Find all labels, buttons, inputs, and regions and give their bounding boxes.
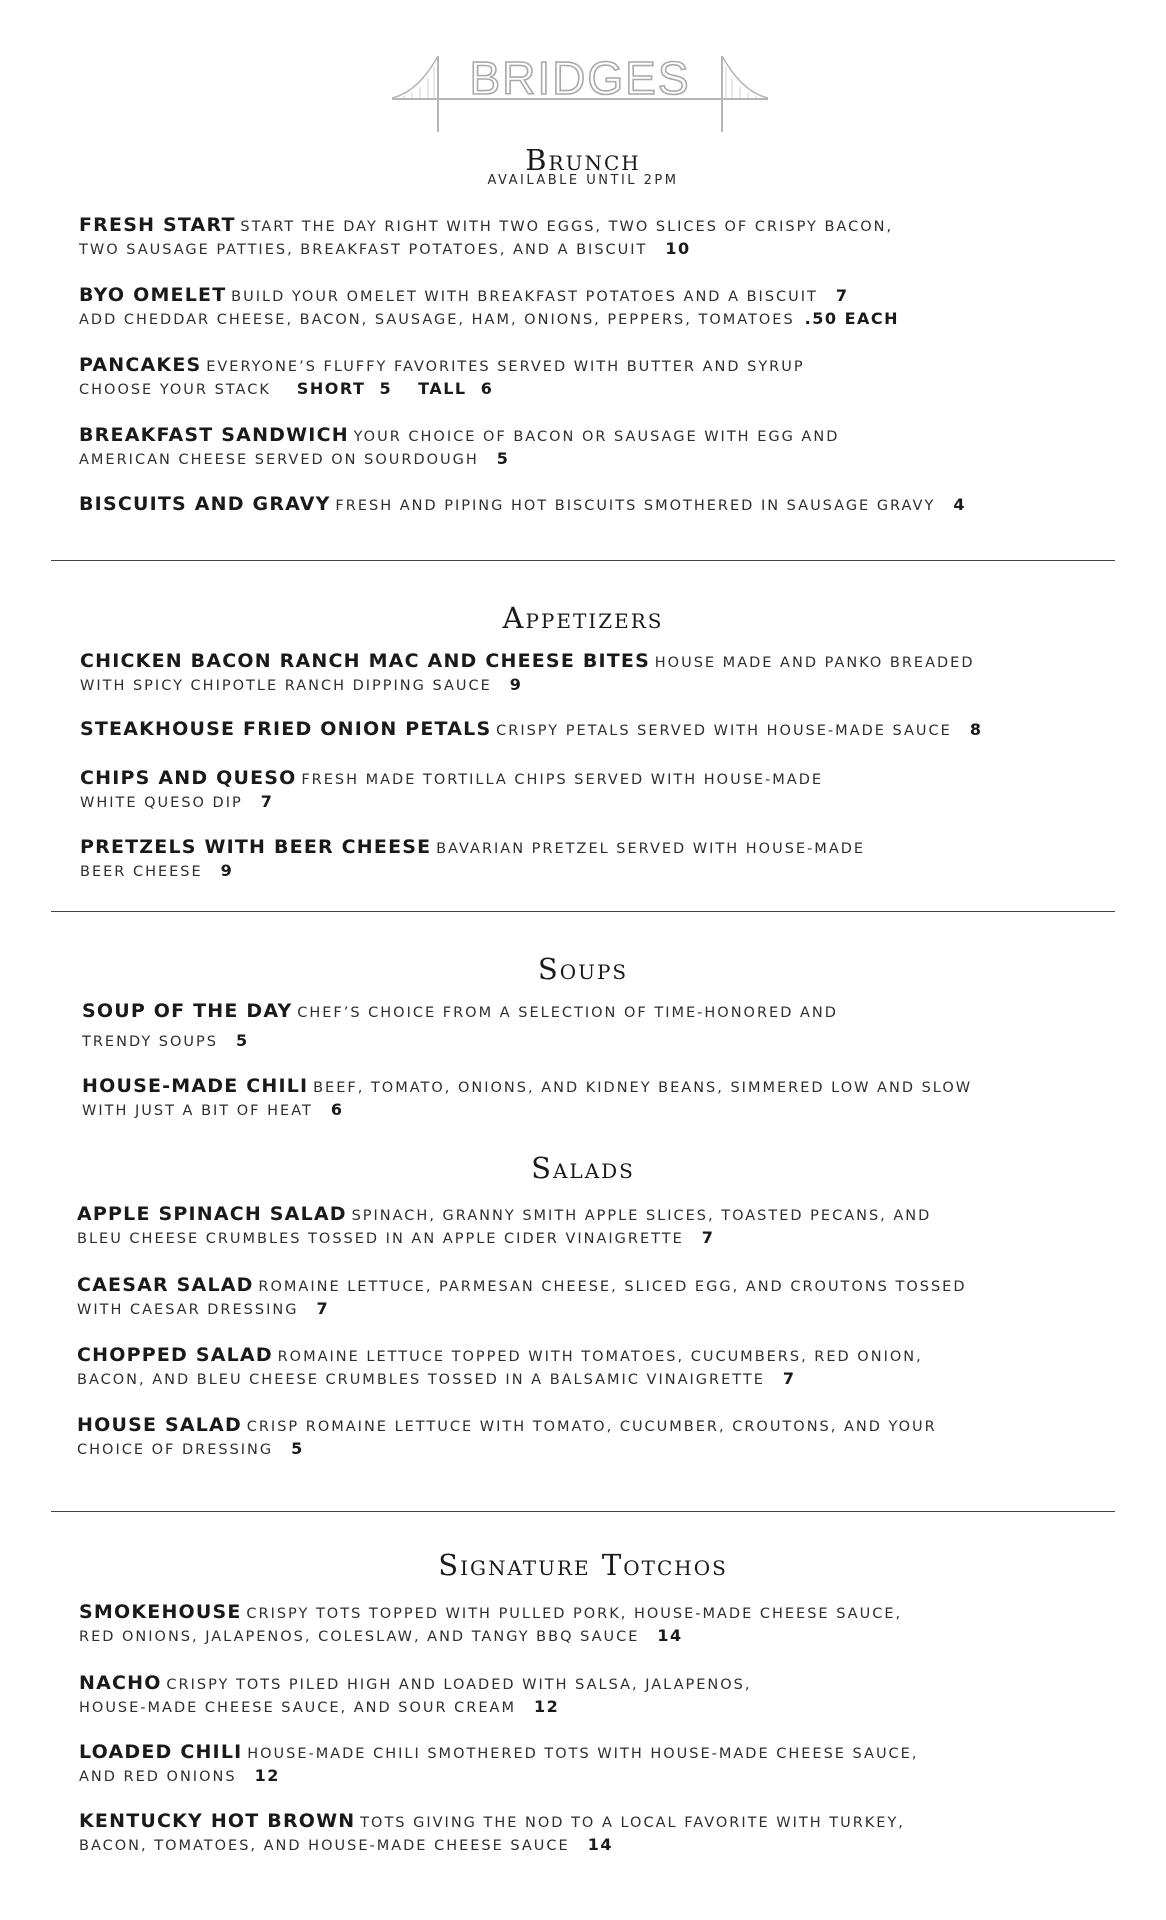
section-divider xyxy=(51,1511,1115,1512)
item-desc: FRESH AND PIPING HOT BISCUITS SMOTHERED IN SAUSAGE GRAVY xyxy=(335,498,936,514)
item-desc: BUILD YOUR OMELET WITH BREAKFAST POTATOES AND A BISCUIT xyxy=(231,289,818,305)
item-desc: SPINACH, GRANNY SMITH APPLE SLICES, TOASTED PECANS, AND xyxy=(351,1208,932,1224)
item-price: 7 xyxy=(701,1228,715,1247)
item-desc: BEER CHEESE xyxy=(80,864,203,880)
section-subtitle-brunch: AVAILABLE UNTIL 2PM xyxy=(487,173,679,188)
item-desc: YOUR CHOICE OF BACON OR SAUSAGE WITH EGG AND xyxy=(353,429,840,445)
section-divider xyxy=(51,911,1115,912)
item-desc: CRISPY PETALS SERVED WITH HOUSE-MADE SAUCE xyxy=(496,723,952,739)
item-price: 12 xyxy=(254,1766,280,1785)
item-desc: CHOOSE YOUR STACK xyxy=(79,382,271,398)
item-name: CHOPPED SALAD xyxy=(77,1344,273,1366)
item-name: KENTUCKY HOT BROWN xyxy=(79,1810,356,1832)
item-desc: BAVARIAN PRETZEL SERVED WITH HOUSE-MADE xyxy=(436,841,866,857)
item-name: HOUSE-MADE CHILI xyxy=(82,1075,309,1097)
item-desc: BLEU CHEESE CRUMBLES TOSSED IN AN APPLE CIDER VINAIGRETTE xyxy=(77,1231,684,1247)
item-price: 7 xyxy=(782,1369,796,1388)
item-name: CAESAR SALAD xyxy=(77,1274,254,1296)
item-desc: TWO SAUSAGE PATTIES, BREAKFAST POTATOES, AND A BISCUIT xyxy=(79,242,648,258)
item-price: 5 xyxy=(235,1031,249,1050)
item-desc: FRESH MADE TORTILLA CHIPS SERVED WITH HOUSE-MADE xyxy=(301,772,824,788)
item-desc: TRENDY SOUPS xyxy=(82,1034,218,1050)
item-price: 7 xyxy=(316,1299,330,1318)
item-desc: AMERICAN CHEESE SERVED ON SOURDOUGH xyxy=(79,452,479,468)
menu-item-kentucky-hot-brown xyxy=(79,1810,1139,1857)
section-title-soups: Soups xyxy=(537,952,629,986)
item-name: CHICKEN BACON RANCH MAC AND CHEESE BITES xyxy=(80,650,650,672)
item-desc: HOUSE-MADE CHEESE SAUCE, AND SOUR CREAM xyxy=(79,1700,516,1716)
item-desc: ROMAINE LETTUCE, PARMESAN CHEESE, SLICED EGG, AND CROUTONS TOSSED xyxy=(258,1279,967,1295)
item-price: 12 xyxy=(533,1697,560,1716)
menu-item-byo-omelet xyxy=(79,284,1139,331)
item-option-short: SHORT 5 xyxy=(296,379,393,398)
item-desc: CHEF’S CHOICE FROM A SELECTION OF TIME-HONORED AND xyxy=(297,1005,838,1021)
item-name: LOADED CHILI xyxy=(79,1741,243,1763)
item-name: HOUSE SALAD xyxy=(77,1414,242,1436)
item-desc: CHOICE OF DRESSING xyxy=(77,1442,274,1458)
item-name: PRETZELS WITH BEER CHEESE xyxy=(80,836,432,858)
menu-item-pretzels xyxy=(80,836,1140,883)
item-desc: HOUSE MADE AND PANKO BREADED xyxy=(654,655,975,671)
item-price: 9 xyxy=(509,675,523,694)
item-desc: ADD CHEDDAR CHEESE, BACON, SAUSAGE, HAM, ONIONS, PEPPERS, TOMATOES xyxy=(79,312,795,328)
item-desc: BACON, AND BLEU CHEESE CRUMBLES TOSSED IN A BALSAMIC VINAIGRETTE xyxy=(77,1372,765,1388)
menu-item-nacho xyxy=(79,1672,1139,1719)
item-price: 14 xyxy=(587,1835,613,1854)
item-desc: AND RED ONIONS xyxy=(79,1769,237,1785)
item-name: BREAKFAST SANDWICH xyxy=(79,424,349,446)
item-name: APPLE SPINACH SALAD xyxy=(77,1203,347,1225)
item-option-tall: TALL 6 xyxy=(418,379,494,398)
item-name: NACHO xyxy=(79,1672,162,1694)
menu-item-loaded-chili xyxy=(79,1741,1139,1788)
item-price: 10 xyxy=(665,239,691,258)
item-desc: CRISP ROMAINE LETTUCE WITH TOMATO, CUCUMBER, CROUTONS, AND YOUR xyxy=(246,1419,937,1435)
item-desc: RED ONIONS, JALAPENOS, COLESLAW, AND TANGY BBQ SAUCE xyxy=(79,1629,640,1645)
menu-item-apple-spinach-salad xyxy=(77,1203,1137,1250)
section-title-brunch: Brunch xyxy=(525,143,641,177)
item-price: 9 xyxy=(220,861,234,880)
item-name: BYO OMELET xyxy=(79,284,227,306)
menu-item-biscuits-and-gravy xyxy=(79,493,1139,517)
menu-item-mac-and-cheese-bites xyxy=(80,650,1140,697)
item-name: BISCUITS AND GRAVY xyxy=(79,493,331,515)
item-desc: HOUSE-MADE CHILI SMOTHERED TOTS WITH HOUSE-MADE CHEESE SAUCE, xyxy=(247,1746,919,1762)
menu-item-breakfast-sandwich xyxy=(79,424,1139,471)
item-name: STEAKHOUSE FRIED ONION PETALS xyxy=(80,718,492,740)
logo-text: BRIDGES xyxy=(469,52,691,104)
section-title-salads: Salads xyxy=(531,1151,635,1185)
item-price: 5 xyxy=(496,449,510,468)
menu-item-pancakes xyxy=(79,354,1139,401)
section-divider xyxy=(51,560,1115,561)
item-desc: ROMAINE LETTUCE TOPPED WITH TOMATOES, CUCUMBERS, RED ONION, xyxy=(277,1349,923,1365)
section-title-totchos: Signature Totchos xyxy=(438,1548,728,1582)
item-desc: START THE DAY RIGHT WITH TWO EGGS, TWO SLICES OF CRISPY BACON, xyxy=(240,219,894,235)
item-name: FRESH START xyxy=(79,214,236,236)
item-name: SOUP OF THE DAY xyxy=(82,1000,293,1022)
menu-item-house-salad xyxy=(77,1414,1137,1461)
menu-item-house-made-chili xyxy=(82,1075,1142,1122)
item-price: 7 xyxy=(835,286,849,305)
menu-item-soup-of-the-day xyxy=(82,1000,1142,1053)
item-desc: WITH JUST A BIT OF HEAT xyxy=(82,1103,313,1119)
menu-item-fresh-start xyxy=(79,214,1139,261)
item-desc: CRISPY TOTS PILED HIGH AND LOADED WITH SALSA, JALAPENOS, xyxy=(166,1677,752,1693)
item-desc: BEEF, TOMATO, ONIONS, AND KIDNEY BEANS, SIMMERED LOW AND SLOW xyxy=(313,1080,973,1096)
menu-item-onion-petals xyxy=(80,718,1140,742)
item-desc: WITH SPICY CHIPOTLE RANCH DIPPING SAUCE xyxy=(80,678,492,694)
item-desc: EVERYONE’S FLUFFY FAVORITES SERVED WITH BUTTER AND SYRUP xyxy=(206,359,805,375)
item-price: 5 xyxy=(291,1439,304,1458)
item-price: 14 xyxy=(657,1626,683,1645)
item-price: 8 xyxy=(969,720,983,739)
bridges-logo xyxy=(390,52,770,134)
menu-item-caesar-salad xyxy=(77,1274,1137,1321)
item-desc: WITH CAESAR DRESSING xyxy=(77,1302,299,1318)
menu-item-smokehouse xyxy=(79,1601,1139,1648)
item-desc: CRISPY TOTS TOPPED WITH PULLED PORK, HOUSE-MADE CHEESE SAUCE, xyxy=(246,1606,903,1622)
item-price: 7 xyxy=(260,792,274,811)
item-price: .50 EACH xyxy=(804,309,900,328)
item-name: SMOKEHOUSE xyxy=(79,1601,242,1623)
item-desc: TOTS GIVING THE NOD TO A LOCAL FAVORITE WITH TURKEY, xyxy=(360,1815,905,1831)
item-desc: WHITE QUESO DIP xyxy=(80,795,243,811)
menu-item-chopped-salad xyxy=(77,1344,1137,1391)
section-title-appetizers: Appetizers xyxy=(502,601,664,635)
bridge-logo-icon xyxy=(390,52,770,134)
item-price: 6 xyxy=(330,1100,344,1119)
item-desc: BACON, TOMATOES, AND HOUSE-MADE CHEESE SAUCE xyxy=(79,1838,570,1854)
item-price: 4 xyxy=(953,495,966,514)
item-name: PANCAKES xyxy=(79,354,202,376)
item-name: CHIPS AND QUESO xyxy=(80,767,297,789)
menu-item-chips-and-queso xyxy=(80,767,1140,814)
